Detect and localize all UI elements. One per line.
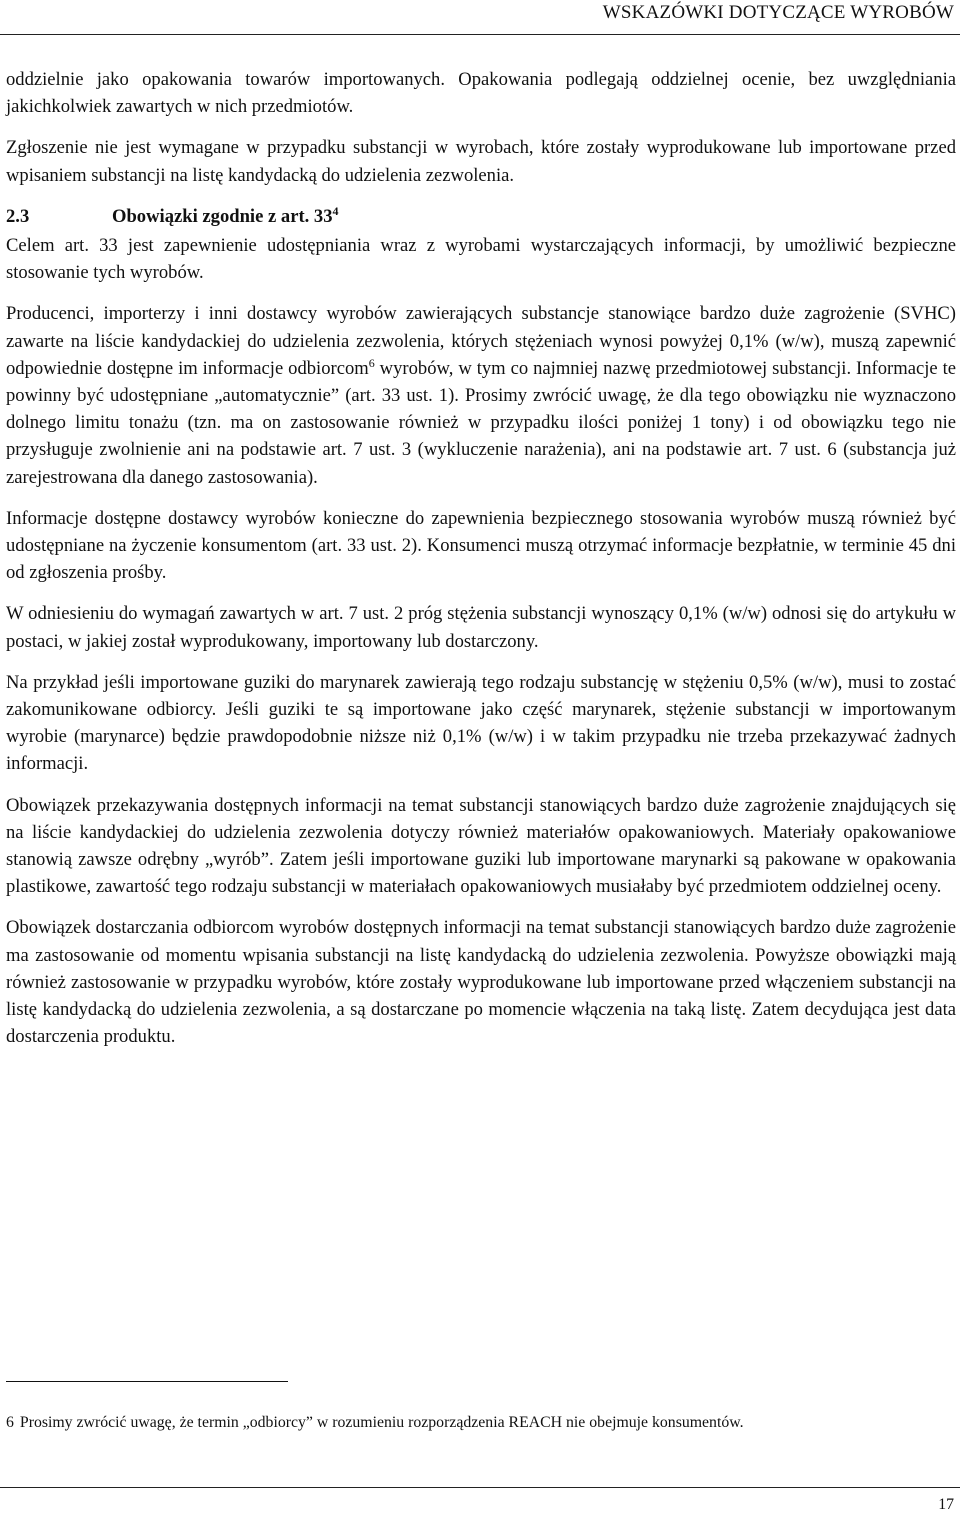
paragraph: oddzielnie jako opakowania towarów importowanych. Opakowania podlegają oddzielnej ocenie, bez uwzględniania jakichkolwiek zawartych w nich przedmiotów. (6, 69, 956, 118)
paragraph: Na przykład jeśli importowane guziki do marynarek zawierają tego rodzaju substancję w stężeniu 0,5% (w/w), musi to zostać zakomunikowane odbiorcy. Jeśli guziki te są importowane jako część marynarek, stężenie substancji w importowanym wyrobie (marynarce) będzie prawdopodobnie niższe niż 0,1% (w/w) i w takim przypadku nie trzeba przekazywać żadnych informacji. (6, 671, 956, 775)
paragraph-text: Producenci, importerzy i inni dostawcy wyrobów zawierających substancje stanowiące bardzo duże zagrożenie (SVHC) zawarte na liście kandydackiej do udzielenia zezwolenia, których stężeniach wynosi powyżej 0,1% (w/w), muszą zapewnić odpowiednie dostępne im informacje odbiorcom (6, 303, 956, 379)
section-number: 2.3 (6, 205, 30, 227)
page-footer (0, 1487, 960, 1513)
paragraph: Informacje dostępne dostawcy wyrobów konieczne do zapewnienia bezpiecznego stosowania wyrobów muszą również być udostępniane na życzenie konsumentom (art. 33 ust. 2). Konsumenci muszą otrzymać informacje bezpłatnie, w terminie 45 dni od zgłoszenia prośby. (6, 507, 956, 584)
paragraph: Obowiązek przekazywania dostępnych informacji na temat substancji stanowiących bardzo duże zagrożenie znajdujących się na liście kandydackiej do udzielenia zezwolenia dotyczy również materiałów opakowaniowych. Materiały opakowaniowe stanowią zawsze odrębny „wyrób”. Zatem jeśli importowane guziki lub importowane marynarki są pakowane w opakowania plastikowe, zawartość tego rodzaju substancji w materiałach opakowaniowych musiałaby być przedmiotem oddzielnej oceny. (6, 794, 956, 898)
footnote-ref: 6 (368, 355, 375, 370)
footnote-divider (6, 1381, 288, 1382)
section-footnote-ref: 4 (332, 203, 339, 218)
paragraph: Zgłoszenie nie jest wymagane w przypadku substancji w wyrobach, które zostały wyprodukowane lub importowane przed wpisaniem substancji na listę kandydacką do udzielenia zezwolenia. (6, 137, 956, 186)
paragraph: Celem art. 33 jest zapewnienie udostępniania wraz z wyrobami wystarczających informacji, by umożliwić bezpieczne stosowanie tych wyrobów. (6, 235, 956, 284)
footnote-mark: 6 (6, 1414, 14, 1431)
footnote-text: Prosimy zwrócić uwagę, że termin „odbiorcy” w rozumieniu rozporządzenia REACH nie obejmuje konsumentów. (19, 1414, 744, 1431)
section-title-wrap (112, 203, 339, 230)
page-header (0, 0, 960, 35)
page-content (6, 66, 956, 1051)
section-title: Obowiązki zgodnie z art. 33 (112, 205, 333, 227)
footnote (6, 1412, 956, 1434)
paragraph: W odniesieniu do wymagań zawartych w art. 7 ust. 2 próg stężenia substancji wynoszący 0,1% (w/w) odnosi się do artykułu w postaci, w jakiej został wyprodukowany, importowany lub dostarczony. (6, 603, 956, 652)
paragraph: Obowiązek dostarczania odbiorcom wyrobów dostępnych informacji na temat substancji stanowiących bardzo duże zagrożenie ma zastosowanie od momentu wpisania substancji na listę kandydacką do udzielenia zezwolenia. Powyższe obowiązki mają również zastosowanie w przypadku wyrobów, które zostały wyprodukowane lub importowane przed włączeniem substancji na listę kandydacką do udzielenia zezwolenia, a są dostarczane po momencie włączenia na taką listę. Zatem decydująca jest data dostarczenia produktu. (6, 917, 956, 1048)
paragraph-with-footnote (6, 300, 956, 490)
section-heading (6, 203, 956, 230)
page-number: 17 (938, 1496, 954, 1513)
paragraph-text: wyrobów, w tym co najmniej nazwę przedmiotowej substancji. Informacje te powinny być udostępniane „automatycznie” (art. 33 ust. 1). Prosimy zwrócić uwagę, że dla tego obowiązku nie wyznaczono dolnego limitu tonażu (tzn. ma on zastosowanie również w przypadku ilości poniżej 1 tony) i od obowiązku tego nie przysługuje zwolnienie ani na podstawie art. 7 ust. 3 (wykluczenie narażenia), ani na podstawie art. 7 ust. 6 (substancja już zarejestrowana dla danego zastosowania). (6, 357, 956, 488)
running-title: WSKAZÓWKI DOTYCZĄCE WYROBÓW (602, 2, 954, 23)
